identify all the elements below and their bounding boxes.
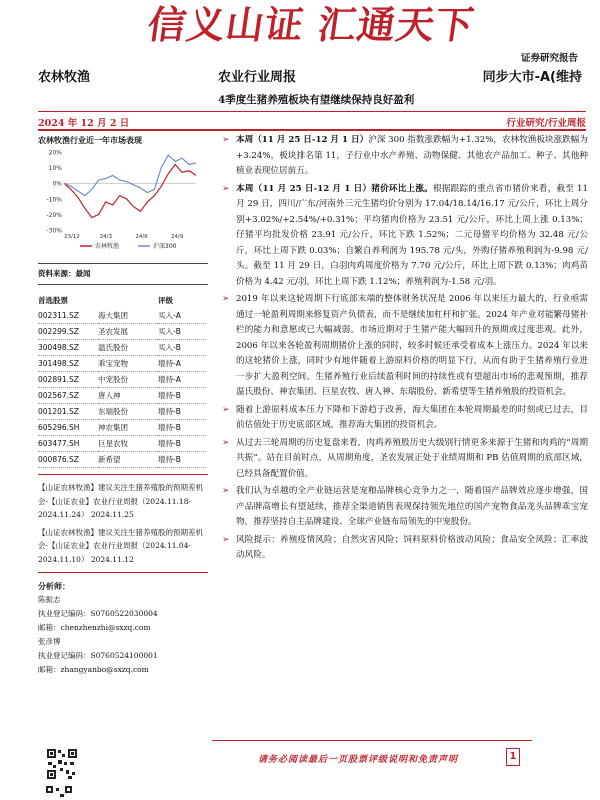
industry-rating: 同步大市-A(维持 bbox=[482, 70, 582, 85]
stock-rating: 买入-A bbox=[158, 311, 181, 320]
brand-logo: 信义山证 汇通天下 bbox=[144, 3, 478, 47]
paragraph-lead: 本周（11 月 25 日-12 月 1 日） bbox=[236, 135, 369, 145]
analyst-heading: 分析师： bbox=[38, 581, 70, 591]
analyst-divider bbox=[38, 572, 208, 573]
sidebar bbox=[38, 135, 208, 677]
table-row bbox=[38, 452, 206, 468]
stock-name: 海大集团 bbox=[98, 311, 128, 320]
sector-name: 农林牧渔 bbox=[38, 70, 91, 85]
stock-name: 新希望 bbox=[98, 455, 121, 464]
report-subtitle: 4季度生猪养殖板块有望继续保持良好盈利 bbox=[218, 94, 415, 106]
stock-code: 002891.SZ bbox=[38, 375, 79, 384]
analyst-name: 张彦博 bbox=[38, 637, 61, 646]
y-tick-label: 0% bbox=[52, 180, 62, 188]
top-picks-table bbox=[38, 293, 206, 468]
table-row bbox=[38, 308, 206, 324]
body-paragraph bbox=[222, 182, 588, 291]
stock-name: 东瑞股份 bbox=[98, 407, 128, 416]
paragraph-text: 根据跟踪的重点省市猪价来看，截至 11 月 29 日，四川/广东/河南外三元生猪均价分别为 17.04/18.14/16.17 元/公斤，环比上周分别+3.02%/+2.54%/+0.31%；平均猪肉价格为 23.51 元/公斤，环比上周上涨 0.13%；仔猪平均批发价格 23.91 元/公斤，环比下跌 1.52%；二元母猪平均价格为 32.48 元/公斤，环比上周下跌 0.03%；自繁自养利润为 195.78 元/头，外购仔猪养殖利润为-9.98 元/头。截至 11 月 29 日，白羽肉鸡周度价格为 7.70 元/公斤，环比上周下跌 0.13%；肉鸡苗价格为 4.42 元/羽，环比上周下跌 1.12%；养殖利润为-1.58 元/羽。 bbox=[236, 183, 588, 287]
market-performance-chart bbox=[38, 148, 200, 254]
analyst-email[interactable]: 邮箱：zhangyanbo@sxzq.com bbox=[38, 665, 149, 674]
bullet-arrow-icon: ➢ bbox=[222, 183, 230, 194]
table-row bbox=[38, 324, 206, 340]
body-paragraph bbox=[222, 133, 588, 180]
related-report-link[interactable]: 【山证农林牧渔】建议关注生猪养殖股的预期差机会-【山证农业】农业行业周报（2024.11.18-2024.11.24） 2024.11.25 bbox=[38, 483, 203, 519]
risk-warning: 风险提示：养殖疫情风险；自然灾害风险；饲料原料价格波动风险；食品安全风险；汇率波动风险。 bbox=[236, 534, 588, 560]
bullet-arrow-icon: ➢ bbox=[222, 534, 230, 545]
stock-code: 000876.SZ bbox=[38, 455, 79, 464]
analyst-name: 陈振志 bbox=[38, 595, 61, 604]
footer-divider bbox=[212, 740, 532, 741]
body-paragraph bbox=[222, 484, 588, 531]
bullet-arrow-icon: ➢ bbox=[222, 404, 230, 415]
table-header-name bbox=[98, 293, 158, 308]
table-row bbox=[38, 372, 206, 388]
bullet-arrow-icon: ➢ bbox=[222, 486, 230, 496]
analyst-cert: 执业登记编码：S0760522030004 bbox=[38, 609, 158, 618]
stock-name: 巨星农牧 bbox=[98, 439, 128, 448]
paragraph-text: 沪深 300 指数涨跌幅为+1.32%，农林牧渔板块涨跌幅为+3.24%，板块排名第 11，子行业中水产养殖、动物保健、其他农产品加工、种子、其他种植业表现位居前五。 bbox=[236, 135, 588, 176]
analyst-cert: 执业登记编码：S0760524100001 bbox=[38, 651, 158, 660]
related-report-link[interactable]: 【山证农林牧渔】建议关注生猪养殖股的预期差机会-【山证农业】农业行业周报（2024.11.04-2024.11.10） 2024.11.12 bbox=[38, 527, 203, 564]
body-paragraph bbox=[222, 403, 588, 434]
stock-name: 乖宝宠物 bbox=[98, 359, 128, 368]
paragraph-text: 2019 年以来这轮周期下行底部末端的整体财务状况是 2006 年以来压力最大的，行业亟需通过一轮盈利周期来修复资产负债表，而不是继续加杠杆和扩张。2024 年产业对能繁母猪补栏的能力和意愿或已大幅减弱。市场近期对于生猪产能大幅回升的预期或过度悲观。此外，2006 年以来各轮盈利周期猪价上涨的同时，较多时候还承受着成本上涨压力。2024 年以来的这轮猪价上涨，同时少有地伴随着上游原料价格的明显下行，从而有助于生猪养殖行业进一步扩大盈利空间。生猪养殖行业后续盈利时间的持续性或有望超出市场的悲观预期，推荐温氏股份、神农集团、巨星农牧、唐人神、东瑞股份、新希望等生猪养殖股的投资机会。 bbox=[236, 294, 588, 397]
table-header-rating: 评级 bbox=[158, 296, 173, 305]
stock-rating: 增持-B bbox=[158, 455, 181, 464]
x-tick-label: 24/3 bbox=[99, 234, 113, 240]
stock-code: 002567.SZ bbox=[38, 391, 79, 400]
stock-code: 301498.SZ bbox=[38, 359, 79, 368]
series-line-hs300 bbox=[64, 155, 196, 196]
x-tick-label: 24/6 bbox=[135, 234, 148, 240]
y-tick-label: 10% bbox=[48, 165, 62, 173]
stock-rating: 增持-A bbox=[158, 359, 181, 368]
qr-code-icon bbox=[46, 748, 78, 780]
body-paragraph bbox=[222, 436, 588, 483]
related-divider bbox=[38, 474, 208, 475]
source-divider bbox=[38, 284, 208, 285]
report-date: 2024 年 12 月 2 日 bbox=[38, 118, 130, 129]
paragraph-text: 我们认为卓越的全产业链运营是宠粮品牌核心竞争力之一，随着国产品牌效应逐步增强，国产品牌高增长有望延续，推荐全渠道销售表现保持领先地位的国产宠物食品龙头品牌乖宝宠物，推荐坚持自主品牌建设、全球产业链布局领先的中宠股份。 bbox=[236, 486, 588, 527]
x-tick-label: 24/9 bbox=[171, 234, 184, 240]
qr-code-icon bbox=[46, 786, 72, 800]
header-divider bbox=[38, 111, 586, 112]
table-row bbox=[38, 404, 206, 420]
body-paragraph bbox=[222, 292, 588, 401]
header-red-bar bbox=[38, 129, 586, 131]
stock-code: 603477.SH bbox=[38, 439, 80, 448]
bullet-arrow-icon: ➢ bbox=[222, 135, 230, 145]
chart-title: 农林牧渔行业近一年市场表现 bbox=[38, 136, 142, 145]
research-type: 行业研究/行业周报 bbox=[506, 118, 586, 129]
y-tick-label: -30% bbox=[46, 227, 62, 235]
table-row bbox=[38, 340, 206, 356]
legend-label: 农林牧渔 bbox=[95, 243, 120, 250]
stock-code: 605296.SH bbox=[38, 423, 80, 432]
stock-rating: 增持-A bbox=[158, 375, 181, 384]
stock-code: 002299.SZ bbox=[38, 327, 79, 336]
y-tick-label: 20% bbox=[48, 149, 62, 157]
chart-source: 资料来源：最闻 bbox=[38, 269, 91, 278]
stock-code: 300498.SZ bbox=[38, 343, 79, 352]
paragraph-text: 从过去三轮周期的历史复盘来看，肉鸡养殖股历史大级别行情更多来源于生猪和肉鸡的“周期共振”。站在目前时点，从周期角度，圣农发展正处于业绩周期和 PB 估值周期的底部区域，已经具备配置价值。 bbox=[236, 437, 588, 479]
stock-code: 002311.SZ bbox=[38, 311, 79, 320]
table-header-row bbox=[38, 293, 206, 308]
page-title: 农业行业周报 bbox=[218, 70, 297, 85]
stock-rating: 增持-B bbox=[158, 391, 181, 400]
table-row bbox=[38, 420, 206, 436]
analyst-email[interactable]: 邮箱：chenzhenzhi@sxzq.com bbox=[38, 623, 151, 632]
stock-code: 001201.SZ bbox=[38, 407, 79, 416]
stock-name: 温氏股份 bbox=[98, 343, 128, 352]
y-tick-label: -10% bbox=[46, 196, 62, 204]
x-tick-label: 23/12 bbox=[64, 234, 80, 240]
y-tick-label: -20% bbox=[46, 211, 62, 219]
analyst-block bbox=[38, 579, 208, 677]
related-reports bbox=[38, 481, 208, 566]
bullet-arrow-icon: ➢ bbox=[222, 437, 230, 448]
stock-name: 神农集团 bbox=[98, 423, 128, 432]
paragraph-text: 随着上游原料成本压力下降和下游趋于改善，海大集团在本轮周期最差的时刻或已过去，目前估值处于历史底部区域，推荐海大集团的投资机会。 bbox=[236, 404, 588, 430]
stock-name: 圣农发展 bbox=[98, 327, 128, 336]
table-row bbox=[38, 356, 206, 372]
paragraph-lead: 本周（11 月 25 日-12 月 1 日）猪价环比上涨。 bbox=[236, 183, 433, 194]
stock-name: 唐人神 bbox=[98, 391, 121, 400]
stock-rating: 买入-B bbox=[158, 343, 181, 352]
stock-rating: 买入-B bbox=[158, 327, 181, 336]
chart-divider bbox=[38, 263, 208, 264]
series-line-agri bbox=[64, 165, 196, 218]
report-type: 证券研究报告 bbox=[520, 53, 578, 64]
table-row bbox=[38, 388, 206, 404]
table-row bbox=[38, 436, 206, 452]
legend-label: 沪深300 bbox=[153, 243, 177, 250]
stock-name: 中宠股份 bbox=[98, 375, 128, 384]
table-header-pick: 首选股票 bbox=[38, 296, 68, 305]
stock-rating: 增持-B bbox=[158, 439, 181, 448]
stock-rating: 增持-B bbox=[158, 407, 181, 416]
stock-rating: 增持-B bbox=[158, 423, 181, 432]
disclaimer-notice: 请务必阅读最后一页股票评级说明和免责声明 bbox=[258, 755, 459, 765]
page-number: 1 bbox=[506, 748, 520, 766]
report-body bbox=[222, 133, 588, 566]
body-paragraph bbox=[222, 533, 588, 564]
bullet-arrow-icon: ➢ bbox=[222, 294, 230, 304]
